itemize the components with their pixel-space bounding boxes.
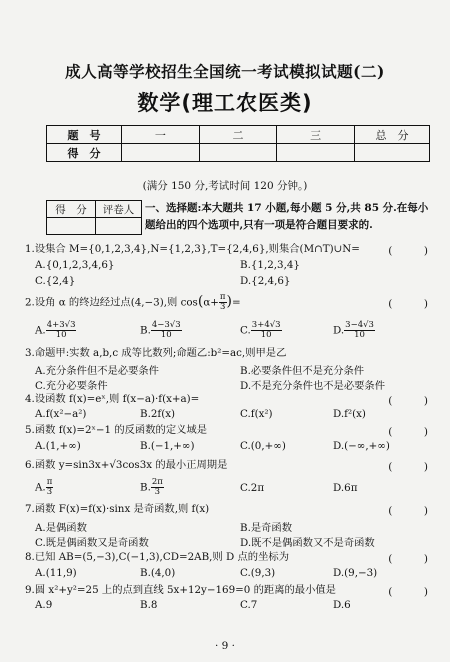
score-cell	[122, 144, 200, 162]
q8-option-a: A.(11,9)	[35, 567, 77, 579]
q6-option-a: A. $\frac{\pi}{3}$	[35, 477, 53, 497]
score-row-label: 得 分	[47, 144, 122, 162]
score-table-header: 总 分	[355, 126, 430, 144]
q2-fraction: $\frac{\pi}{3}$	[219, 292, 226, 312]
score-table-header: 三	[277, 126, 355, 144]
score-table-header: 一	[122, 126, 200, 144]
question-6-stem: 6.函数 y=sin3x+√3cos3x 的最小正周期是	[25, 459, 228, 471]
score-table-header: 二	[199, 126, 277, 144]
q9-option-b: B.8	[140, 599, 158, 611]
subject-title: 数学(理工农医类)	[137, 91, 313, 115]
q2-stem-mid: α+	[203, 296, 219, 309]
section-instructions: 一、选择题:本大题共 17 小题,每小题 5 分,共 85 分.在每小题给出的四个选项中,只有一项是符合题目要求的.	[145, 202, 429, 231]
q2-stem-text: 2.设角 α 的终边经过点(4,−3),则 cos	[25, 296, 198, 309]
question-8-stem: 8.已知 AB=(5,−3),C(−1,3),CD=2AB,则 D 点的坐标为	[25, 551, 289, 563]
q6-option-b: B. $\frac{2\pi}{3}$	[140, 477, 163, 497]
q6-option-d: D.6π	[333, 482, 358, 494]
q2-option-a: A. $\frac{4+3√3}{10}$	[35, 320, 76, 340]
q5-option-d: D.(−∞,+∞)	[333, 440, 390, 452]
q7-option-c: C.既是偶函数又是奇函数	[35, 537, 149, 549]
grader-name-cell	[96, 218, 142, 235]
q8-option-b: B.(4,0)	[140, 567, 176, 579]
q7-option-a: A.是偶函数	[35, 522, 87, 534]
q6-option-c: C.2π	[240, 482, 265, 494]
question-1-stem: 1.设集合 M={0,1,2,3,4},N={1,2,3},T={2,4,6},则集合(M∩T)∪N=	[25, 243, 360, 255]
score-cell	[277, 144, 355, 162]
q4-option-b: B.2f(x)	[140, 408, 176, 420]
question-9-stem: 9.圆 x²+y²=25 上的点到直线 5x+12y−169=0 的距离的最小值是	[25, 584, 336, 596]
grader-label: 评卷人	[96, 201, 142, 218]
q3-option-d: D.不是充分条件也不是必要条件	[240, 380, 386, 392]
q4-option-c: C.f(x²)	[240, 408, 273, 420]
answer-paren: ( )	[388, 505, 428, 517]
score-table	[46, 125, 430, 162]
score-table-header: 题 号	[47, 126, 122, 144]
q1-option-c: C.{2,4}	[35, 275, 76, 287]
q3-option-b: B.必要条件但不是充分条件	[240, 365, 365, 377]
q3-option-a: A.充分条件但不是必要条件	[35, 365, 159, 377]
answer-paren: ( )	[388, 395, 428, 407]
answer-paren: ( )	[388, 553, 428, 565]
score-cell	[355, 144, 430, 162]
q1-option-a: A.{0,1,2,3,4,6}	[35, 259, 115, 271]
q2-option-d: D. $\frac{3-4√3}{10}$	[333, 320, 374, 340]
q5-option-b: B.(−1,+∞)	[140, 440, 195, 452]
q2-option-b: B. $\frac{4-3√3}{10}$	[140, 320, 181, 340]
answer-paren: ( )	[388, 426, 428, 438]
question-2-stem: 2.设角 α 的终边经过点(4,−3),则 cos(α+ $\frac{\pi}{3}$ )=	[25, 292, 241, 312]
grader-score-label: 得 分	[47, 201, 96, 218]
q9-option-d: D.6	[333, 599, 351, 611]
q1-option-b: B.{1,2,3,4}	[240, 259, 300, 271]
answer-paren: ( )	[388, 461, 428, 473]
q3-option-c: C.充分必要条件	[35, 380, 108, 392]
q9-option-a: A.9	[35, 599, 53, 611]
q2-option-c: C. $\frac{3+4√3}{10}$	[240, 320, 281, 340]
q7-option-d: D.既不是偶函数又不是奇函数	[240, 537, 375, 549]
q4-option-d: D.f²(x)	[333, 408, 366, 420]
q4-option-a: A.f(x²−a²)	[35, 408, 87, 420]
page-number: · 9 ·	[214, 640, 236, 652]
grader-table	[46, 200, 142, 235]
q5-option-a: A.(1,+∞)	[35, 440, 81, 452]
grader-score-cell	[47, 218, 96, 235]
exam-info: (满分 150 分,考试时间 120 分钟。)	[142, 180, 308, 192]
q8-option-c: C.(9,3)	[240, 567, 276, 579]
q5-option-c: C.(0,+∞)	[240, 440, 286, 452]
q1-option-d: D.{2,4,6}	[240, 275, 291, 287]
question-4-stem: 4.设函数 f(x)=eˣ,则 f(x−a)·f(x+a)=	[25, 393, 200, 405]
answer-paren: ( )	[388, 245, 428, 257]
q7-option-b: B.是奇函数	[240, 522, 293, 534]
exam-title: 成人高等学校招生全国统一考试模拟试题(二)	[65, 62, 385, 81]
question-5-stem: 5.函数 f(x)=2ˣ−1 的反函数的定义域是	[25, 424, 208, 436]
q9-option-c: C.7	[240, 599, 258, 611]
question-7-stem: 7.函数 F(x)=f(x)·sinx 是奇函数,则 f(x)	[25, 503, 210, 515]
q8-option-d: D.(9,−3)	[333, 567, 378, 579]
question-3-stem: 3.命题甲:实数 a,b,c 成等比数列;命题乙:b²=ac,则甲是乙	[25, 347, 287, 359]
answer-paren: ( )	[388, 586, 428, 598]
answer-paren: ( )	[388, 298, 428, 310]
score-cell	[199, 144, 277, 162]
